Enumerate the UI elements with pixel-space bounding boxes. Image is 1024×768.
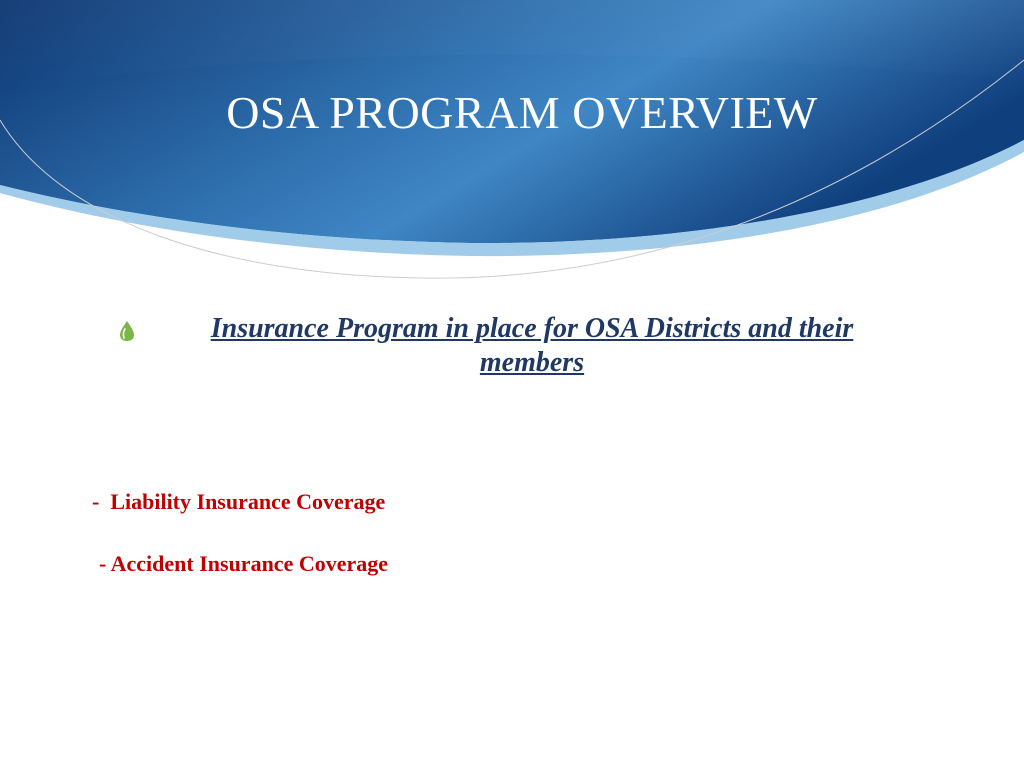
sub-item-liability	[92, 489, 385, 515]
slide-title: OSA PROGRAM OVERVIEW	[226, 87, 818, 138]
sub-item-accident	[99, 551, 388, 577]
sub-item-dash: -	[92, 489, 100, 514]
sub-item-label: Liability Insurance Coverage	[110, 489, 386, 514]
sub-item-label: Accident Insurance Coverage	[110, 551, 389, 576]
leaf-bullet-icon	[118, 320, 136, 342]
sub-item-dash: -	[99, 551, 107, 576]
bullet-text: Insurance Program in place for OSA Districts and their members	[210, 313, 854, 378]
header-background	[0, 0, 1024, 300]
